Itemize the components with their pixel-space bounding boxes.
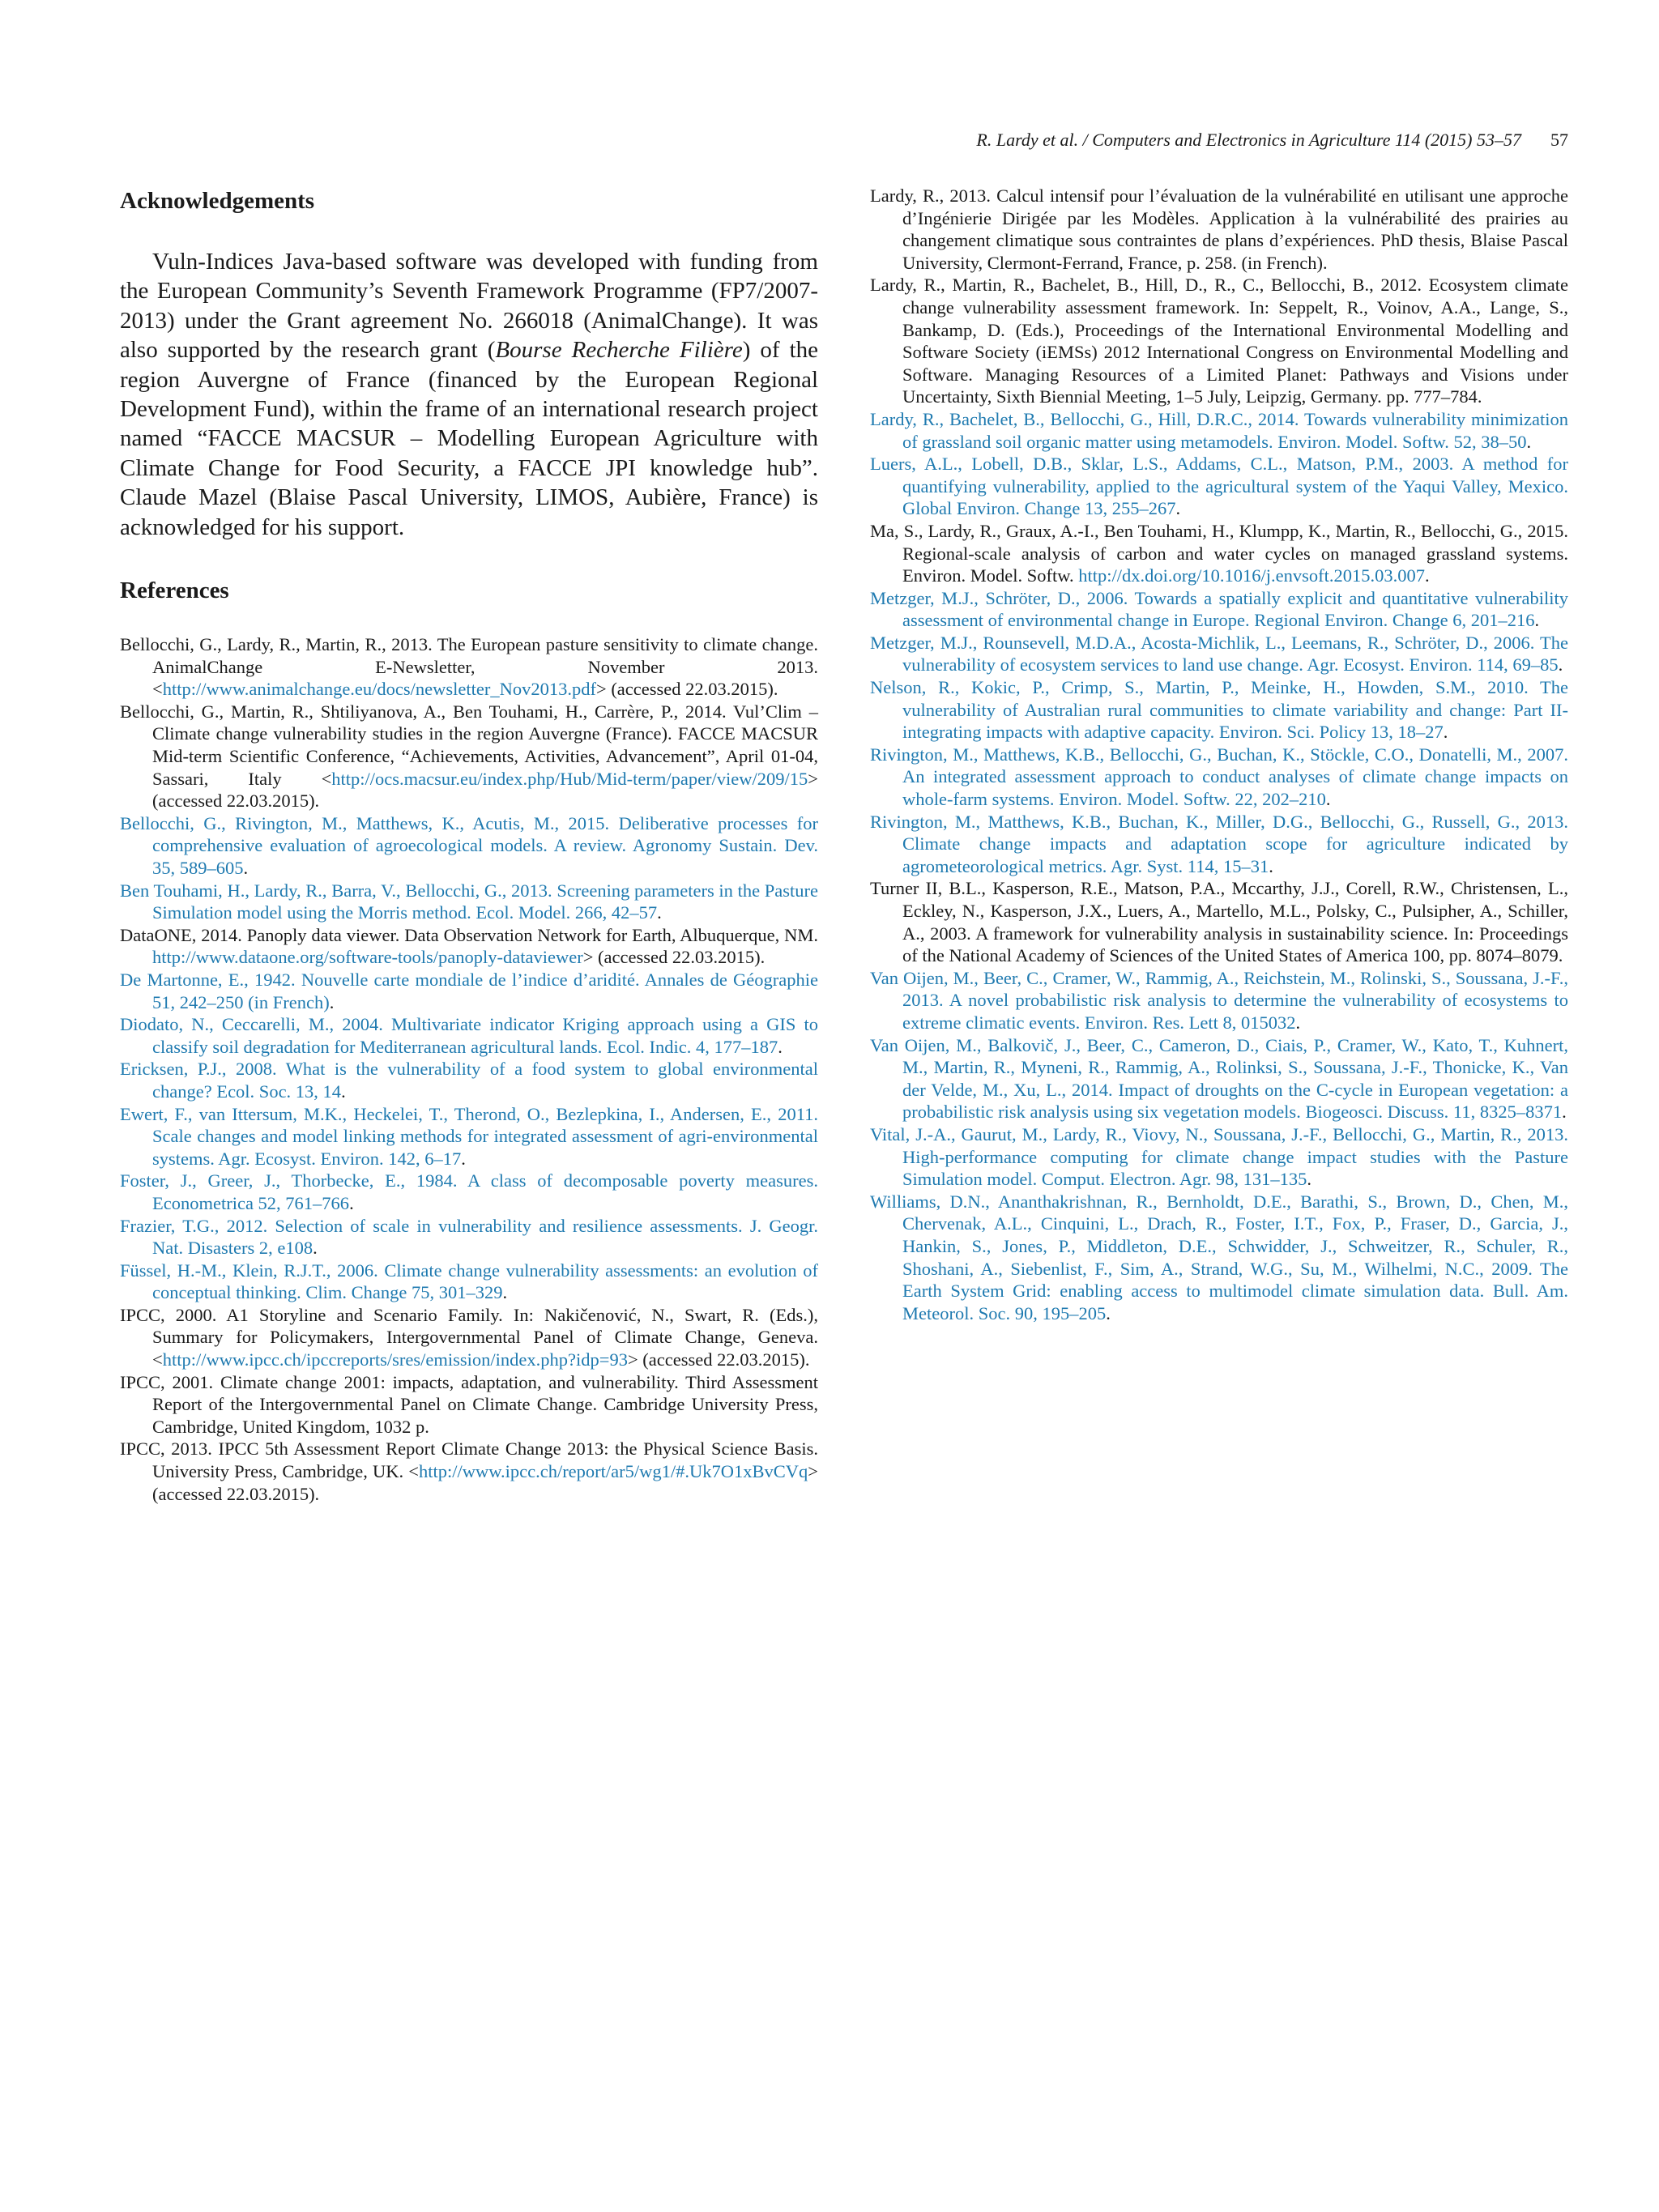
reference-text: Frazier, T.G., 2012. Selection of scale in vulnerability and resilience assessments. J. Geogr. Nat. Disasters 2, e108 — [120, 1215, 818, 1259]
reference-text: De Martonne, E., 1942. Nouvelle carte mondiale de l’indice d’aridité. Annales de Géographie 51, 242–250 (in French) — [120, 969, 818, 1012]
reference-suffix: > (accessed 22.03.2015). — [596, 679, 778, 700]
reference-text: Turner II, B.L., Kasperson, R.E., Matson, P.A., Mccarthy, J.J., Corell, R.W., Christensen, L., Eckley, N., Kasperson, J.X., Luers, A., Martello, M.L., Polsky, C., Pulsipher, A., Schiller, A., 2003. A framework for vulnerability analysis in sustainability science. In: Proceedings of the National Academy of Sciences of the United States of America 100, pp. 8074–8079. — [870, 878, 1568, 966]
reference-text: Van Oijen, M., Balkovič, J., Beer, C., Cameron, D., Ciais, P., Cramer, W., Kato, T., Kuhnert, M., Martin, R., Myneni, R., Rammig, A., Rolinksi, S., Soussana, J.-F., Thonicke, K., Van der Velde, M., Xu, L., 2014. Impact of droughts on the C-cycle in European vegetation: a probabilistic risk analysis using six vegetation models. Biogeosci. Discuss. 11, 8325–8371 — [870, 1034, 1568, 1123]
reference-suffix: . — [1269, 855, 1273, 876]
reference-suffix: . — [1106, 1302, 1111, 1323]
reference-item — [870, 185, 1568, 274]
reference-suffix: . — [502, 1282, 508, 1303]
reference-suffix: . — [1558, 654, 1563, 676]
reference-list-left — [120, 633, 818, 1505]
reference-text: Foster, J., Greer, J., Thorbecke, E., 1984. A class of decomposable poverty measures. Econometrica 52, 761–766 — [120, 1170, 818, 1213]
reference-suffix: > (accessed 22.03.2015). — [582, 947, 766, 968]
reference-item[interactable] — [120, 1170, 818, 1214]
reference-text: Vital, J.-A., Gaurut, M., Lardy, R., Viovy, N., Soussana, J.-F., Bellocchi, G., Martin, R., 2013. High-performance computing for climate change impact studies with the Pasture Simulation model. Comput. Electron. Agr. 98, 131–135 — [870, 1123, 1568, 1190]
reference-item — [120, 1438, 818, 1505]
reference-item[interactable] — [870, 967, 1568, 1034]
reference-suffix: . — [778, 1036, 783, 1057]
reference-suffix: > (accessed 22.03.2015). — [152, 768, 818, 812]
reference-text: Van Oijen, M., Beer, C., Cramer, W., Rammig, A., Reichstein, M., Rolinski, S., Soussana, J.-F., 2013. A novel probabilistic risk analysis to determine the vulnerability of ecosystems to extreme climatic events. Environ. Res. Lett 8, 015032 — [870, 967, 1568, 1033]
reference-suffix: . — [243, 858, 249, 878]
reference-item[interactable] — [120, 1058, 818, 1102]
reference-item[interactable] — [870, 1123, 1568, 1191]
reference-item[interactable] — [870, 744, 1568, 811]
reference-item[interactable] — [120, 1259, 818, 1304]
reference-text: Rivington, M., Matthews, K.B., Bellocchi, G., Buchan, K., Stöckle, C.O., Donatelli, M., 2007. An integrated assessment approach to conduct analyses of climate change impacts on whole-farm systems. Environ. Model. Softw. 22, 202–210 — [870, 744, 1568, 810]
reference-text: IPCC, 2001. Climate change 2001: impacts, adaptation, and vulnerability. Third Assessment Report of the Intergovernmental Panel on Climate Change. Cambridge University Press, Cambridge, United Kingdom, 1032 p. — [120, 1371, 818, 1437]
reference-suffix: . — [1562, 1102, 1567, 1123]
reference-suffix: . — [349, 1192, 354, 1213]
reference-suffix: . — [1526, 431, 1532, 452]
reference-text: Lardy, R., 2013. Calcul intensif pour l’évaluation de la vulnérabilité en utilisant une approche d’Ingénierie Dirigée par les Modèles. Application à la vulnérabilité des prairies au changement climatique sous contraintes de plans d’expériences. PhD thesis, Blaise Pascal University, Clermont-Ferrand, France, p. 258. (in French). — [870, 185, 1568, 273]
reference-item — [870, 520, 1568, 587]
reference-url-link[interactable]: http://www.ipcc.ch/ipccreports/sres/emission/index.php?idp=93 — [162, 1349, 628, 1370]
reference-item — [120, 924, 818, 969]
reference-suffix: > (accessed 22.03.2015). — [152, 1461, 818, 1504]
ack-text-post: ) of the region Auvergne of France (financed by the European Regional Development Fund), within the frame of an international research project named “FACCE MACSUR – Modelling European Agriculture with Climate Change for Food Security, a FACCE JPI knowledge hub”. Claude Mazel (Blaise Pascal University, LIMOS, Aubière, France) is acknowledged for his support. — [120, 337, 818, 540]
reference-text: Bellocchi, G., Rivington, M., Matthews, K., Acutis, M., 2015. Deliberative processes for comprehensive evaluation of agroecological models. A review. Agronomy Sustain. Dev. 35, 589–605 — [120, 812, 818, 878]
reference-text: Ericksen, P.J., 2008. What is the vulnerability of a food system to global environmental change? Ecol. Soc. 13, 14 — [120, 1059, 818, 1102]
reference-url-link[interactable]: http://www.dataone.org/software-tools/panoply-dataviewer — [152, 947, 583, 968]
reference-suffix: . — [1443, 722, 1448, 743]
reference-item[interactable] — [120, 880, 818, 924]
running-head — [120, 130, 1568, 154]
reference-suffix: . — [461, 1148, 466, 1169]
reference-item — [120, 701, 818, 812]
reference-suffix: . — [341, 1080, 346, 1102]
reference-item[interactable] — [870, 453, 1568, 520]
reference-url-link[interactable]: http://www.ipcc.ch/report/ar5/wg1/#.Uk7O1xBvCVq — [418, 1461, 808, 1482]
reference-text: Ben Touhami, H., Lardy, R., Barra, V., Bellocchi, G., 2013. Screening parameters in the Pasture Simulation model using the Morris method. Ecol. Model. 266, 42–57 — [120, 880, 818, 923]
reference-item[interactable] — [120, 969, 818, 1013]
reference-text: Metzger, M.J., Rounsevell, M.D.A., Acosta-Michlik, L., Leemans, R., Schröter, D., 2006. The vulnerability of ecosystem services to land use change. Agr. Ecosyst. Environ. 114, 69–85 — [870, 632, 1568, 676]
reference-item[interactable] — [870, 811, 1568, 878]
reference-suffix: . — [1295, 1012, 1301, 1033]
reference-item[interactable] — [120, 812, 818, 880]
reference-list-right — [870, 185, 1568, 1324]
reference-url-link[interactable]: http://dx.doi.org/10.1016/j.envsoft.2015.03.007 — [1078, 565, 1425, 586]
reference-item[interactable] — [870, 587, 1568, 632]
reference-item[interactable] — [870, 408, 1568, 453]
reference-suffix: > (accessed 22.03.2015). — [627, 1349, 810, 1370]
reference-text: Ewert, F., van Ittersum, M.K., Heckelei, T., Therond, O., Bezlepkina, I., Andersen, E., 2011. Scale changes and model linking methods for integrated assessment of agri-environmental systems. Agr. Ecosyst. Environ. 142, 6–17 — [120, 1103, 818, 1169]
reference-suffix: . — [1175, 498, 1181, 519]
reference-text: Lardy, R., Martin, R., Bachelet, B., Hill, D., R., C., Bellocchi, B., 2012. Ecosystem climate change vulnerability assessment framework. In: Seppelt, R., Voinov, A.A., Lange, S., Bankamp, D. (Eds.), Proceedings of the International Environmental Modelling and Software Society (iEMSs) 2012 International Congress on Environmental Modelling and Software. Managing Resources of a Limited Planet: Pathways and Visions under Uncertainty, Sixth Biennial Meeting, 1–5 July, Leipzig, Germany. pp. 777–784. — [870, 275, 1568, 407]
reference-item[interactable] — [870, 1034, 1568, 1123]
ack-text-pre: Vuln-Indices Java-based software was developed with funding from the European Community’s Seventh Framework Programme (FP7/2007-2013) under the Grant agreement No. 266018 (AnimalChange). It was also supported by the research grant ( — [120, 249, 818, 364]
reference-text: IPCC, 2000. A1 Storyline and Scenario Family. In: Nakičenović, N., Swart, R. (Eds.), Summary for Policymakers, Intergovernmental Panel of Climate Change, Geneva. < — [120, 1304, 818, 1370]
reference-item — [120, 1371, 818, 1438]
page-number: 57 — [1550, 130, 1568, 150]
reference-item — [120, 633, 818, 701]
reference-item[interactable] — [120, 1215, 818, 1259]
reference-url-link[interactable]: http://www.animalchange.eu/docs/newsletter_Nov2013.pdf — [162, 679, 596, 700]
acknowledgements-heading: Acknowledgements — [120, 188, 315, 214]
reference-text: IPCC, 2013. IPCC 5th Assessment Report Climate Change 2013: the Physical Science Basis. University Press, Cambridge, UK. < — [120, 1438, 818, 1482]
acknowledgements-text — [120, 247, 818, 542]
reference-text: Diodato, N., Ceccarelli, M., 2004. Multivariate indicator Kriging approach using a GIS to classify soil degradation for Mediterranean agricultural lands. Ecol. Indic. 4, 177–187 — [120, 1014, 818, 1057]
reference-item[interactable] — [120, 1103, 818, 1170]
reference-suffix: . — [1307, 1169, 1311, 1190]
reference-text: Rivington, M., Matthews, K.B., Buchan, K., Miller, D.G., Bellocchi, G., Russell, G., 2013. Climate change impacts and adaptation scope for agriculture indicated by agrometeorological metrics. Agr. Syst. 114, 15–31 — [870, 811, 1568, 876]
reference-suffix: . — [1325, 789, 1331, 810]
running-title: R. Lardy et al. / Computers and Electronics in Agriculture 114 (2015) 53–57 — [976, 130, 1521, 150]
reference-text: DataONE, 2014. Panoply data viewer. Data Observation Network for Earth, Albuquerque, NM. — [120, 924, 818, 945]
reference-text: Füssel, H.-M., Klein, R.J.T., 2006. Climate change vulnerability assessments: an evolution of conceptual thinking. Clim. Change 75, 301–329 — [120, 1259, 818, 1303]
reference-text: Nelson, R., Kokic, P., Crimp, S., Martin, P., Meinke, H., Howden, S.M., 2010. The vulnerability of Australian rural communities to climate variability and change: Part II-integrating impacts with adaptive capacity. Environ. Sci. Policy 13, 18–27 — [870, 677, 1568, 743]
reference-suffix: . — [1534, 610, 1540, 631]
reference-suffix: . — [329, 991, 335, 1012]
left-column — [120, 185, 818, 1505]
reference-item[interactable] — [870, 632, 1568, 676]
right-column — [870, 185, 1568, 1324]
reference-item — [120, 1304, 818, 1371]
reference-text: Luers, A.L., Lobell, D.B., Sklar, L.S., Addams, C.L., Matson, P.M., 2003. A method for quantifying vulnerability, applied to the agricultural system of the Yaqui Valley, Mexico. Global Environ. Change 13, 255–267 — [870, 454, 1568, 519]
reference-url-link[interactable]: http://ocs.macsur.eu/index.php/Hub/Mid-term/paper/view/209/15 — [331, 768, 808, 789]
reference-text: Metzger, M.J., Schröter, D., 2006. Towards a spatially explicit and quantitative vulnerability assessment of environmental change in Europe. Regional Environ. Change 6, 201–216 — [870, 587, 1568, 631]
reference-text: Ma, S., Lardy, R., Graux, A.-I., Ben Touhami, H., Klumpp, K., Martin, R., Bellocchi, G., 2015. Regional-scale analysis of carbon and water cycles on managed grassland systems. Environ. Model. Softw. — [870, 520, 1568, 586]
reference-suffix: . — [657, 902, 662, 923]
reference-text: Williams, D.N., Ananthakrishnan, R., Bernholdt, D.E., Barathi, S., Brown, D., Chen, M., Chervenak, A.L., Cinquini, L., Drach, R., Foster, I.T., Fox, P., Fraser, D., Garcia, J., Hankin, S., Jones, P., Middleton, D.E., Schwidder, J., Schweitzer, R., Schuler, R., Shoshani, A., Siebenlist, F., Sim, A., Strand, W.G., Su, M., Wilhelmi, N.C., 2009. The Earth System Grid: enabling access to multimodel climate simulation data. Bull. Am. Meteorol. Soc. 90, 195–205 — [870, 1191, 1568, 1323]
reference-text: Lardy, R., Bachelet, B., Bellocchi, G., Hill, D.R.C., 2014. Towards vulnerability minimization of grassland soil organic matter using metamodels. Environ. Model. Softw. 52, 38–50 — [870, 408, 1568, 452]
reference-item — [870, 274, 1568, 408]
references-heading: References — [120, 578, 229, 604]
ack-text-italic: Bourse Recherche Filière — [495, 337, 743, 364]
reference-item — [870, 877, 1568, 966]
reference-item[interactable] — [870, 676, 1568, 744]
reference-item[interactable] — [120, 1013, 818, 1058]
reference-suffix: . — [313, 1238, 318, 1259]
reference-suffix: . — [1425, 565, 1430, 586]
reference-text: Bellocchi, G., Lardy, R., Martin, R., 2013. The European pasture sensitivity to climate change. AnimalChange E-Newsletter, November 2013. < — [120, 634, 818, 700]
reference-text: Bellocchi, G., Martin, R., Shtiliyanova, A., Ben Touhami, H., Carrère, P., 2014. Vul’Clim – Climate change vulnerability studies in the region Auvergne (France). FACCE MACSUR Mid-term Scientific Conference, “Achievements, Activities, Advancement”, April 01-04, Sassari, Italy < — [120, 701, 818, 789]
reference-item[interactable] — [870, 1191, 1568, 1325]
